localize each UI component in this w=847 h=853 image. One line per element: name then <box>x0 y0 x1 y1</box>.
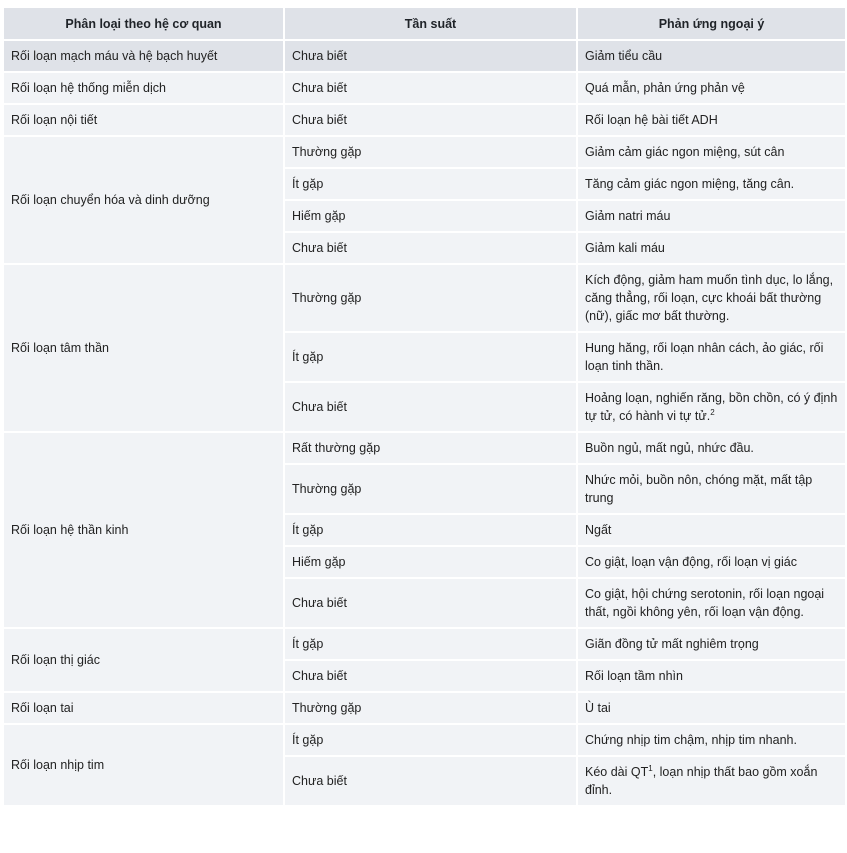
adverse-reaction-cell <box>577 72 845 104</box>
reaction-text: Giảm kali máu <box>585 241 665 255</box>
frequency-cell: Chưa biết <box>284 72 577 104</box>
adverse-reaction-cell <box>577 578 845 628</box>
reaction-text: Giảm natri máu <box>585 209 671 223</box>
footnote-reference: 2 <box>710 407 715 417</box>
reaction-text: Quá mẫn, phản ứng phản vệ <box>585 81 745 95</box>
reaction-text: Giảm tiểu cầu <box>585 49 663 63</box>
adverse-reaction-cell <box>577 136 845 168</box>
frequency-cell: Chưa biết <box>284 40 577 72</box>
reaction-text: Hung hăng, rối loạn nhân cách, ảo giác, rối loạn tinh thần. <box>585 341 824 373</box>
header-frequency: Tần suất <box>284 8 577 40</box>
adverse-reaction-cell <box>577 232 845 264</box>
frequency-cell: Chưa biết <box>284 578 577 628</box>
adverse-reaction-cell <box>577 660 845 692</box>
table-header-row <box>4 8 845 40</box>
reaction-text: Nhức mỏi, buồn nôn, chóng mặt, mất tập trung <box>585 473 813 505</box>
table-row <box>4 724 845 756</box>
adverse-reaction-cell <box>577 756 845 806</box>
reaction-text: Giảm cảm giác ngon miệng, sút cân <box>585 145 785 159</box>
adverse-reaction-cell <box>577 168 845 200</box>
header-organ-system: Phân loại theo hệ cơ quan <box>4 8 284 40</box>
frequency-cell: Hiếm gặp <box>284 546 577 578</box>
table-row <box>4 628 845 660</box>
organ-system-cell: Rối loạn nhịp tim <box>4 724 284 806</box>
adverse-reaction-cell <box>577 432 845 464</box>
table-row <box>4 692 845 724</box>
adverse-reaction-cell <box>577 332 845 382</box>
frequency-cell: Ít gặp <box>284 332 577 382</box>
organ-system-cell: Rối loạn chuyển hóa và dinh dưỡng <box>4 136 284 264</box>
organ-system-cell: Rối loạn hệ thần kinh <box>4 432 284 628</box>
organ-system-cell: Rối loạn tai <box>4 692 284 724</box>
table-row <box>4 432 845 464</box>
adverse-reaction-cell <box>577 200 845 232</box>
adverse-reaction-cell <box>577 546 845 578</box>
adverse-reaction-cell <box>577 40 845 72</box>
adverse-reaction-cell <box>577 692 845 724</box>
reaction-text-continued: , loạn nhịp thất bao gồm xoắn đỉnh. <box>585 765 818 797</box>
reaction-text: Tăng cảm giác ngon miệng, tăng cân. <box>585 177 795 191</box>
adverse-reactions-table-container <box>4 8 845 807</box>
frequency-cell: Hiếm gặp <box>284 200 577 232</box>
frequency-cell: Rất thường gặp <box>284 432 577 464</box>
frequency-cell: Thường gặp <box>284 136 577 168</box>
reaction-text: Hoảng loạn, nghiến răng, bồn chồn, có ý định tự tử, có hành vi tự tử. <box>585 391 838 423</box>
organ-system-cell: Rối loạn thị giác <box>4 628 284 692</box>
reaction-text: Ù tai <box>585 701 611 715</box>
reaction-text: Kéo dài QT <box>585 765 649 779</box>
frequency-cell: Chưa biết <box>284 660 577 692</box>
reaction-text: Co giật, hội chứng serotonin, rối loạn ngoại thất, ngồi không yên, rối loạn vận động. <box>585 587 825 619</box>
frequency-cell: Ít gặp <box>284 628 577 660</box>
reaction-text: Kích động, giảm ham muốn tình dục, lo lắng, căng thẳng, rối loạn, cực khoái bất thường (nữ), giấc mơ bất thường. <box>585 273 834 323</box>
reaction-text: Giãn đồng tử mất nghiêm trọng <box>585 637 759 651</box>
frequency-cell: Thường gặp <box>284 692 577 724</box>
table-row <box>4 136 845 168</box>
frequency-cell: Ít gặp <box>284 168 577 200</box>
organ-system-cell: Rối loạn tâm thần <box>4 264 284 432</box>
table-row <box>4 104 845 136</box>
adverse-reaction-cell <box>577 464 845 514</box>
organ-system-cell: Rối loạn mạch máu và hệ bạch huyết <box>4 40 284 72</box>
organ-system-cell: Rối loạn nội tiết <box>4 104 284 136</box>
frequency-cell: Chưa biết <box>284 382 577 432</box>
table-body <box>4 40 845 806</box>
frequency-cell: Ít gặp <box>284 514 577 546</box>
reaction-text: Rối loạn tầm nhìn <box>585 669 683 683</box>
frequency-cell: Ít gặp <box>284 724 577 756</box>
table-row <box>4 72 845 104</box>
reaction-text: Co giật, loạn vận động, rối loạn vị giác <box>585 555 797 569</box>
frequency-cell: Chưa biết <box>284 756 577 806</box>
reaction-text: Rối loạn hệ bài tiết ADH <box>585 113 718 127</box>
adverse-reaction-cell <box>577 382 845 432</box>
reaction-text: Buồn ngủ, mất ngủ, nhức đầu. <box>585 441 754 455</box>
adverse-reactions-table <box>4 8 845 807</box>
table-row <box>4 40 845 72</box>
adverse-reaction-cell <box>577 104 845 136</box>
reaction-text: Ngất <box>585 523 612 537</box>
frequency-cell: Chưa biết <box>284 232 577 264</box>
frequency-cell: Chưa biết <box>284 104 577 136</box>
adverse-reaction-cell <box>577 724 845 756</box>
adverse-reaction-cell <box>577 264 845 332</box>
frequency-cell: Thường gặp <box>284 464 577 514</box>
header-adverse-reaction: Phản ứng ngoại ý <box>577 8 845 40</box>
organ-system-cell: Rối loạn hệ thống miễn dịch <box>4 72 284 104</box>
adverse-reaction-cell <box>577 514 845 546</box>
table-row <box>4 264 845 332</box>
adverse-reaction-cell <box>577 628 845 660</box>
frequency-cell: Thường gặp <box>284 264 577 332</box>
reaction-text: Chứng nhịp tim chậm, nhịp tim nhanh. <box>585 733 797 747</box>
footnote-reference: 1 <box>648 763 653 773</box>
